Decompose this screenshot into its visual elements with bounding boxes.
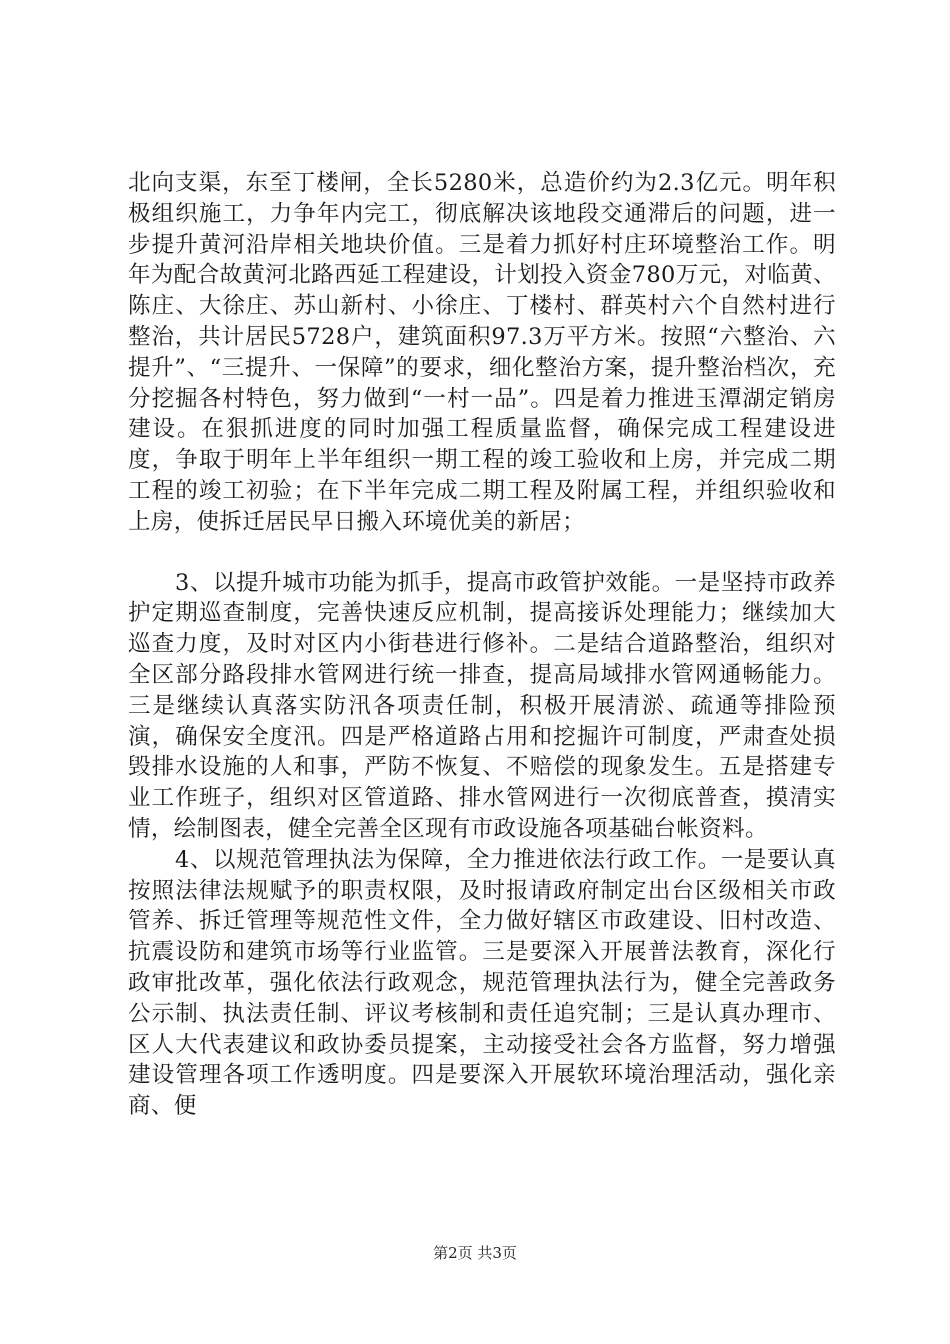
document-body: [128, 168, 836, 1122]
paragraph-continued: 北向支渠，东至丁楼闸，全长5280米，总造价约为2.3亿元。明年积极组织施工，力争年内完工，彻底解决该地段交通滞后的问题，进一步提升黄河沿岸相关地块价值。三是着力抓好村庄环境整治工作。明年为配合故黄河北路西延工程建设，计划投入资金780万元，对临黄、陈庄、大徐庄、苏山新村、小徐庄、丁楼村、群英村六个自然村进行整治，共计居民5728户，建筑面积97.3万平方米。按照“六整治、六提升”、“三提升、一保障”的要求，细化整治方案，提升整治档次，充分挖掘各村特色，努力做到“一村一品”。四是着力推进玉潭湖定销房建设。在狠抓进度的同时加强工程质量监督，确保完成工程建设进度，争取于明年上半年组织一期工程的竣工验收和上房，并完成二期工程的竣工初验；在下半年完成二期工程及附属工程，并组织验收和上房，使拆迁居民早日搬入环境优美的新居；: [128, 170, 836, 535]
paragraph-section-4: 4、以规范管理执法为保障，全力推进依法行政工作。一是要认真按照法律法规赋予的职责权限，及时报请政府制定出台区级相关市政管养、拆迁管理等规范性文件，全力做好辖区市政建设、旧村改造、抗震设防和建筑市场等行业监管。三是要深入开展普法教育，深化行政审批改革，强化依法行政观念，规范管理执法行为，健全完善政务公示制、执法责任制、评议考核制和责任追究制；三是认真办理市、区人大代表建议和政协委员提案，主动接受社会各方监督，努力增强建设管理各项工作透明度。四是要深入开展软环境治理活动，强化亲商、便: [128, 846, 836, 1120]
page-number-footer: 第2页 共3页: [433, 1244, 517, 1262]
paragraph-section-3: 3、以提升城市功能为抓手，提高市政管护效能。一是坚持市政养护定期巡查制度，完善快速反应机制，提高接诉处理能力；继续加大巡查力度，及时对区内小街巷进行修补。二是结合道路整治，组织对全区部分路段排水管网进行统一排查，提高局域排水管网通畅能力。三是继续认真落实防汛各项责任制，积极开展清淤、疏通等排险预演，确保安全度汛。四是严格道路占用和挖掘许可制度，严肃查处损毁排水设施的人和事，严防不恢复、不赔偿的现象发生。五是搭建专业工作班子，组织对区管道路、排水管网进行一次彻底普查，摸清实情，绘制图表，健全完善全区现有市政设施各项基础台帐资料。: [128, 569, 836, 842]
paragraph-gap: [128, 538, 836, 568]
